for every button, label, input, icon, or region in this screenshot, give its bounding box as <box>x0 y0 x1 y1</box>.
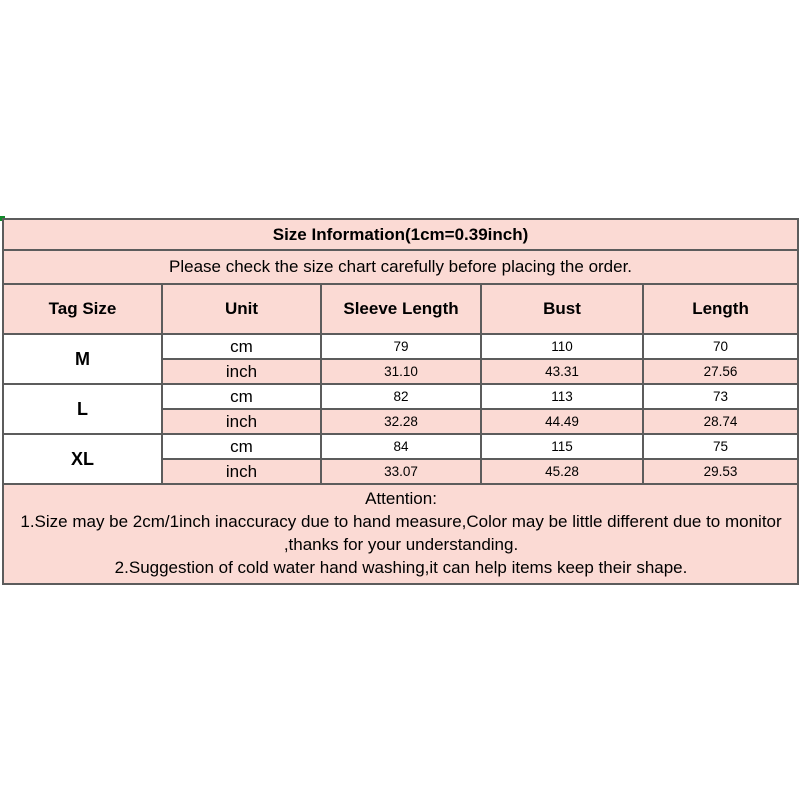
value-cell-sleeve: 84 <box>321 434 481 459</box>
attention-heading: Attention: <box>365 489 437 508</box>
value-cell-sleeve: 31.10 <box>321 359 481 384</box>
value-cell-bust: 113 <box>481 384 643 409</box>
unit-cell: cm <box>162 384 321 409</box>
column-header-tag-size: Tag Size <box>3 284 162 334</box>
size-cell-l: L <box>3 384 162 434</box>
subtitle-row <box>3 250 798 284</box>
table-row-xl-cm <box>3 434 798 459</box>
unit-cell: inch <box>162 459 321 484</box>
size-cell-xl: XL <box>3 434 162 484</box>
value-cell-sleeve: 79 <box>321 334 481 359</box>
attention-line-1: 1.Size may be 2cm/1inch inaccuracy due to hand measure,Color may be little different due to monitor <box>20 512 782 531</box>
value-cell-bust: 45.28 <box>481 459 643 484</box>
table-row-m-cm <box>3 334 798 359</box>
page-title: Size Information(1cm=0.39inch) <box>3 219 798 250</box>
attention-line-3: 2.Suggestion of cold water hand washing,it can help items keep their shape. <box>114 558 688 577</box>
size-chart <box>2 218 797 585</box>
size-table <box>2 218 799 585</box>
unit-cell: inch <box>162 359 321 384</box>
value-cell-length: 75 <box>643 434 798 459</box>
column-header-bust: Bust <box>481 284 643 334</box>
value-cell-length: 28.74 <box>643 409 798 434</box>
title-row <box>3 219 798 250</box>
subtitle: Please check the size chart carefully before placing the order. <box>3 250 798 284</box>
value-cell-length: 27.56 <box>643 359 798 384</box>
value-cell-bust: 115 <box>481 434 643 459</box>
value-cell-sleeve: 32.28 <box>321 409 481 434</box>
unit-cell: inch <box>162 409 321 434</box>
attention-row <box>3 484 798 584</box>
value-cell-sleeve: 82 <box>321 384 481 409</box>
value-cell-length: 29.53 <box>643 459 798 484</box>
unit-cell: cm <box>162 434 321 459</box>
size-cell-m: M <box>3 334 162 384</box>
value-cell-bust: 44.49 <box>481 409 643 434</box>
unit-cell: cm <box>162 334 321 359</box>
value-cell-bust: 110 <box>481 334 643 359</box>
value-cell-length: 70 <box>643 334 798 359</box>
column-header-unit: Unit <box>162 284 321 334</box>
column-header-length: Length <box>643 284 798 334</box>
value-cell-sleeve: 33.07 <box>321 459 481 484</box>
attention-line-2: ,thanks for your understanding. <box>283 535 519 554</box>
value-cell-length: 73 <box>643 384 798 409</box>
value-cell-bust: 43.31 <box>481 359 643 384</box>
header-row <box>3 284 798 334</box>
attention-note <box>4 485 797 583</box>
column-header-sleeve-length: Sleeve Length <box>321 284 481 334</box>
table-row-l-cm <box>3 384 798 409</box>
